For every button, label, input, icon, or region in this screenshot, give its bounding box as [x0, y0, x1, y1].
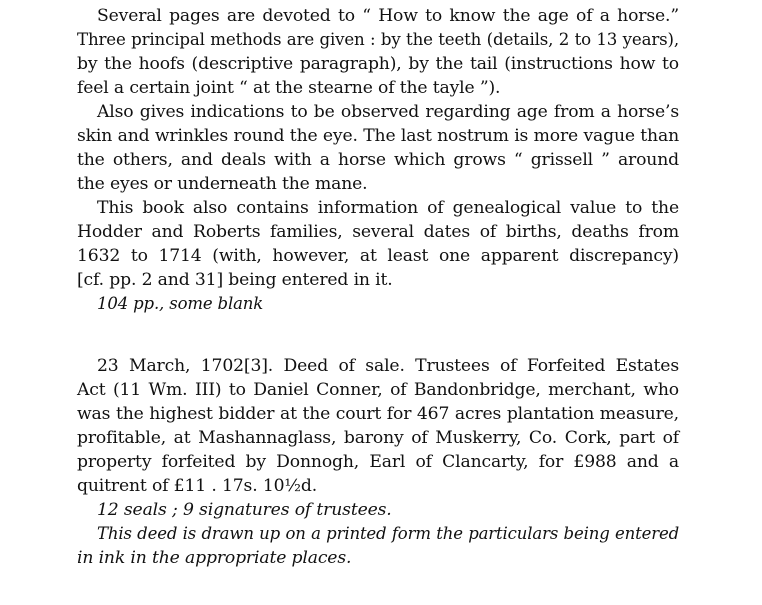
text-line: property forfeited by Donnogh, Earl of Clancarty, for £988 and a [77, 452, 679, 472]
entry-deed-of-sale [77, 354, 679, 570]
text-line: the eyes or underneath the mane. [77, 174, 368, 194]
text-line: profitable, at Mashannaglass, barony of Muskerry, Co. Cork, part of [77, 428, 679, 448]
text-line: by the hoofs (descriptive paragraph), by the tail (instructions how to [77, 54, 679, 74]
seals-note: 12 seals ; 9 signatures of trustees. [97, 500, 392, 520]
text-line: the others, and deals with a horse which grows “ grissell ” around [77, 150, 679, 170]
printed-form-note: This deed is drawn up on a printed form the particulars being entered [97, 524, 679, 543]
text-line: 23 March, 1702[3]. Deed of sale. Trustees of Forfeited Estates [97, 356, 679, 376]
collation-note: 104 pp., some blank [97, 294, 264, 313]
text-line: Several pages are devoted to “ How to know the age of a horse.” [97, 6, 679, 26]
text-line: Also gives indications to be observed regarding age from a horse’s [97, 102, 679, 122]
text-line: skin and wrinkles round the eye. The last nostrum is more vague than [77, 126, 679, 146]
printed-form-note: in ink in the appropriate places. [77, 548, 352, 568]
text-line: feel a certain joint “ at the stearne of the tayle ”). [77, 78, 501, 98]
text-line: This book also contains information of genealogical value to the [97, 198, 679, 218]
text-line: Three principal methods are given : by the teeth (details, 2 to 13 years), [77, 30, 679, 49]
text-line: Hodder and Roberts families, several dates of births, deaths from [77, 222, 679, 242]
text-line: quitrent of £11 . 17s. 10½d. [77, 476, 318, 496]
text-line: Act (11 Wm. III) to Daniel Conner, of Bandonbridge, merchant, who [77, 380, 679, 400]
text-line: [cf. pp. 2 and 31] being entered in it. [77, 270, 393, 290]
text-line: 1632 to 1714 (with, however, at least one apparent discrepancy) [77, 246, 679, 266]
entry-horse-book [77, 4, 679, 316]
text-line: was the highest bidder at the court for 467 acres plantation measure, [77, 404, 679, 424]
